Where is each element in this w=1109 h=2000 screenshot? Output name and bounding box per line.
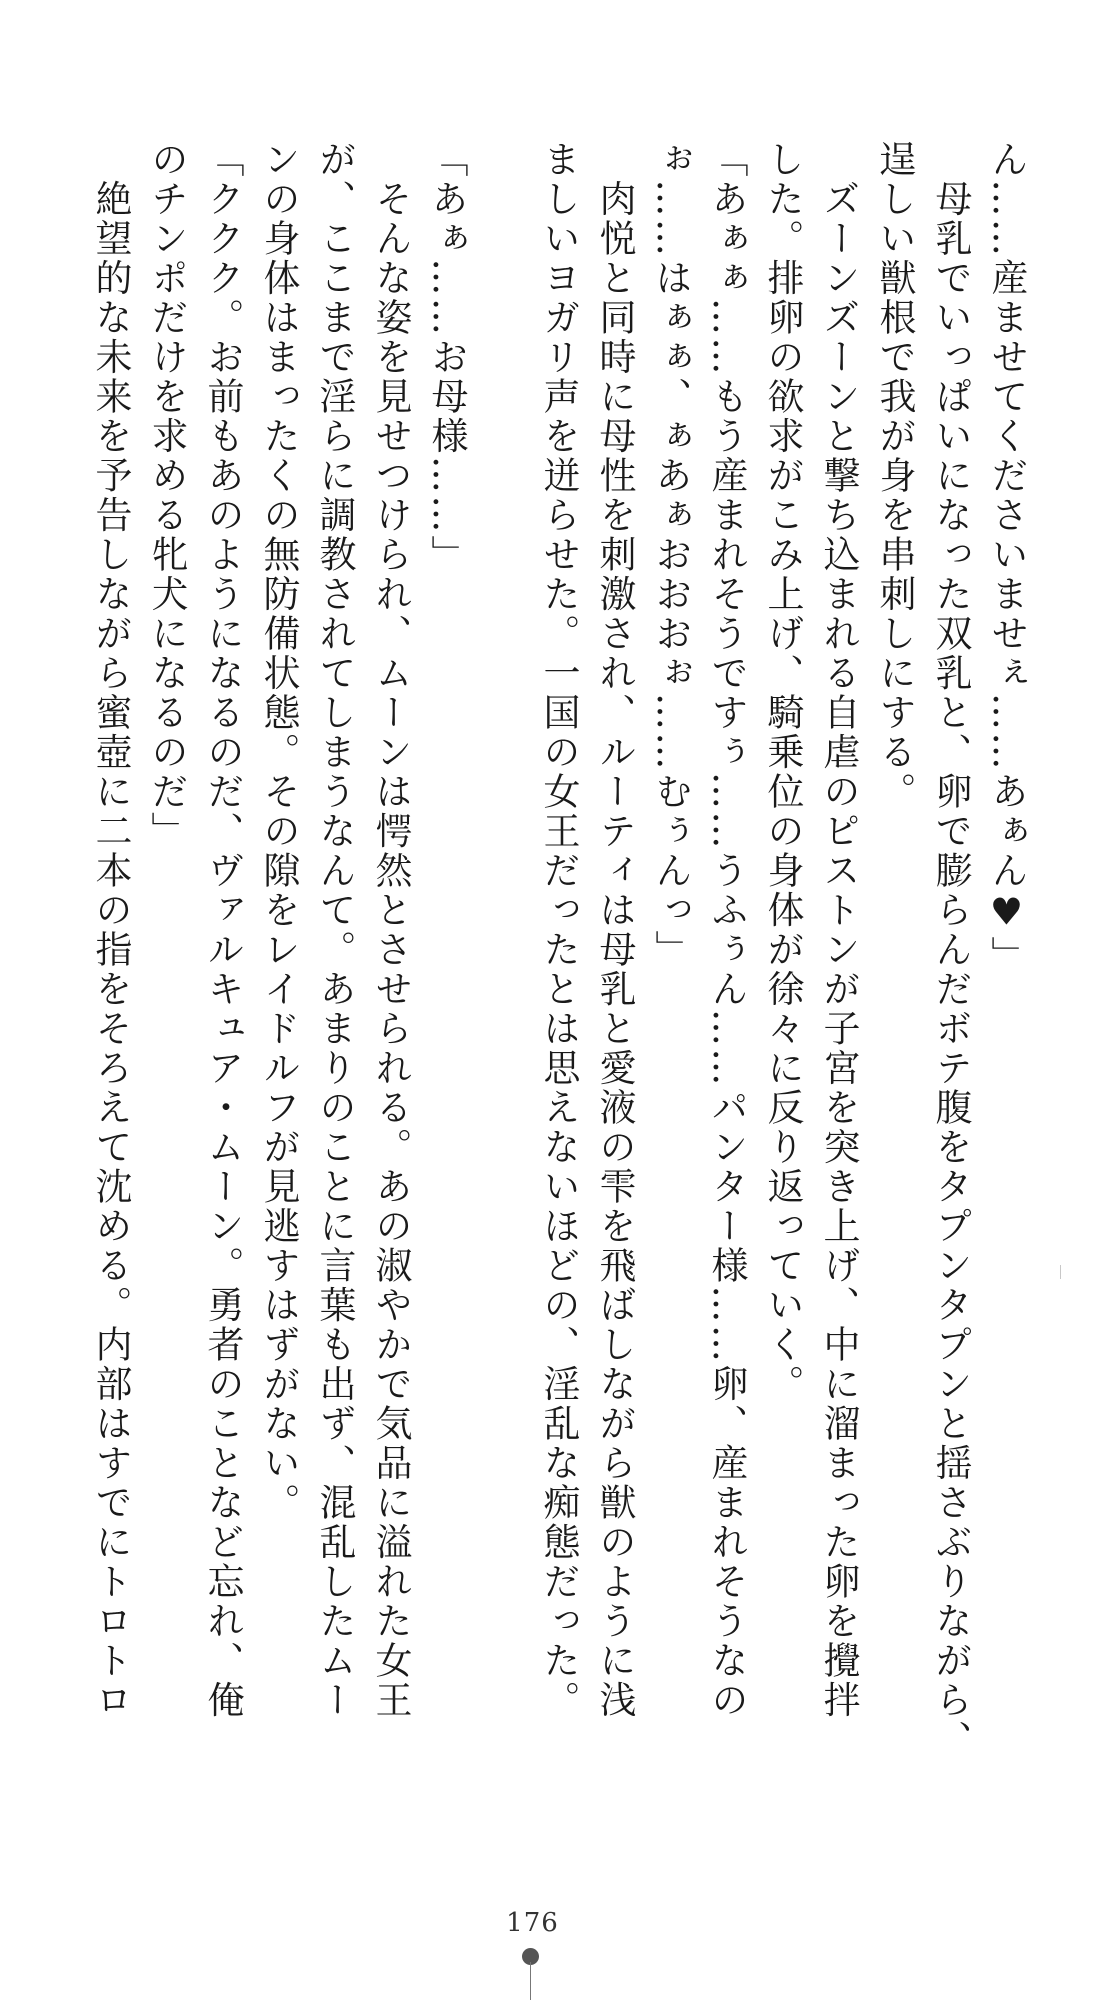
- text-line: ズーンズーンと撃ち込まれる自虐のピストンが子宮を突き上げ、中に溜まった卵を攪拌: [817, 140, 860, 1720]
- text-line: ぉ……はぁぁ、ぁあぁおおおぉ……むぅんっ」: [649, 140, 692, 970]
- ornament-stem: [530, 1962, 531, 2000]
- text-line: ん……産ませてくださいませぇ……あぁん♥」: [985, 140, 1028, 976]
- text-line: 母乳でいっぱいになった双乳と、卵で膨らんだボテ腹をタプンタプンと揺さぶりながら、: [929, 140, 972, 1760]
- text-line: 逞しい獣根で我が身を串刺しにする。: [873, 140, 916, 812]
- text-line: 「あぁぁ……もう産まれそうですぅ……うふぅん……パンター様……卵、産まれそうなの: [705, 140, 748, 1720]
- text-line: 肉悦と同時に母性を刺激され、ルーティは母乳と愛液の雫を飛ばしながら獣のように浅: [593, 140, 636, 1720]
- text-line: 絶望的な未来を予告しながら蜜壺に二本の指をそろえて沈める。内部はすでにトロトロ: [89, 140, 132, 1720]
- text-line: 「ククク。お前もあのようになるのだ、ヴァルキュア・ムーン。勇者のことなど忘れ、俺: [201, 140, 244, 1720]
- blank-line: [474, 140, 530, 1610]
- page-ornament-icon: [522, 1948, 540, 2000]
- text-line: が、ここまで淫らに調教されてしまうなんて。あまりのことに言葉も出ず、混乱したムー: [313, 140, 356, 1720]
- scan-speck: [1060, 1265, 1061, 1279]
- text-line: ましいヨガリ声を迸らせた。一国の女王だったとは思えないほどの、淫乱な痴態だった。: [537, 140, 580, 1720]
- text-line: ンの身体はまったくの無防備状態。その隙をレイドルフが見逃すはずがない。: [257, 140, 300, 1523]
- text-line: した。排卵の欲求がこみ上げ、騎乗位の身体が徐々に反り返っていく。: [761, 140, 804, 1404]
- text-line: 「あぁ……お母様……」: [425, 140, 468, 575]
- vertical-text-body: [89, 140, 1034, 1760]
- text-line: のチンポだけを求める牝犬になるのだ」: [145, 140, 188, 851]
- page-number: 176: [506, 1908, 559, 1938]
- text-line: そんな姿を見せつけられ、ムーンは愕然とさせられる。あの淑やかで気品に溢れた女王: [369, 140, 412, 1720]
